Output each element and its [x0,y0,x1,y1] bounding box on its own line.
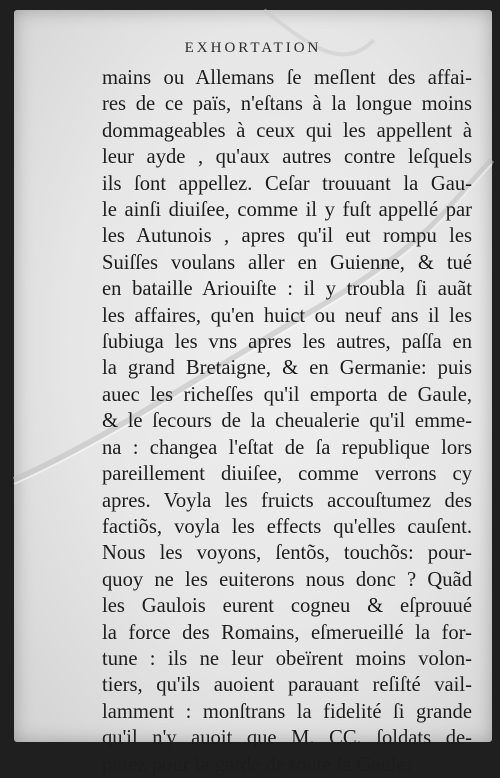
text-line: dommageables à ceux qui les appellent à [102,119,472,142]
text-line: mains ou Allemans ſe meſlent des affai- [102,67,472,89]
text-line: ils ſont appellez. Ceſar trouuant la Gau- [102,172,472,195]
text-line: qu'il n'y auoit que M. CC. ſoldats de- [102,727,472,750]
text-line: lamment : monſtrans la fidelité ſi grande [102,700,472,723]
text-line: res de ce païs, n'eſtans à la longue moins [102,93,472,116]
text-line: en bataille Ariouiſte : il y troubla ſi auãt [102,278,472,301]
text-line: auec les richeſſes qu'il emporta de Gaule, [102,383,472,406]
text-line: les affaires, qu'en huict ou neuf ans il les [102,304,472,327]
text-line: Suiſſes voulans aller en Guienne, & tué [102,251,472,274]
text-line: tiers, qu'ils auoient parauant reſiſté vail- [102,674,472,697]
book-page [14,10,492,776]
text-line: la grand Bretaigne, & en Germanie: puis [102,357,472,380]
body-text [102,65,472,778]
text-line: putez pour la garde de toute la Gaule: [102,753,412,776]
running-header: EXHORTATION [184,40,322,56]
text-line: la force des Romains, eſmerueillé la for- [102,621,472,644]
text-line: le ainſi diuiſee, comme il y fuſt appellé par [102,199,472,222]
text-line: les Gaulois eurent cogneu & eſprouué [102,595,472,618]
text-line: ſubiuga les vns apres les autres, paſſa en [102,331,472,354]
text-line: apres. Voyla les fruicts accouſtumez des [102,489,472,512]
text-line: quoy ne les euiterons nous donc ? Quãd [102,568,472,591]
text-line: les Autunois , apres qu'il eut rompu les [102,225,472,248]
text-line: Nous les voyons, ſentõs, touchõs: pour- [102,542,472,565]
text-line: tune : ils ne leur obeïrent moins volon- [102,647,472,670]
text-line: factiõs, voyla les effects qu'elles cauſent. [102,515,472,538]
text-line: na : changea l'eſtat de ſa republique lors [102,436,472,459]
text-line: leur ayde , qu'aux autres contre leſquels [102,146,472,169]
text-line: pareillement diuiſee, comme verrons cy [102,463,472,486]
text-line: & le ſecours de la cheualerie qu'il emme- [102,410,472,433]
